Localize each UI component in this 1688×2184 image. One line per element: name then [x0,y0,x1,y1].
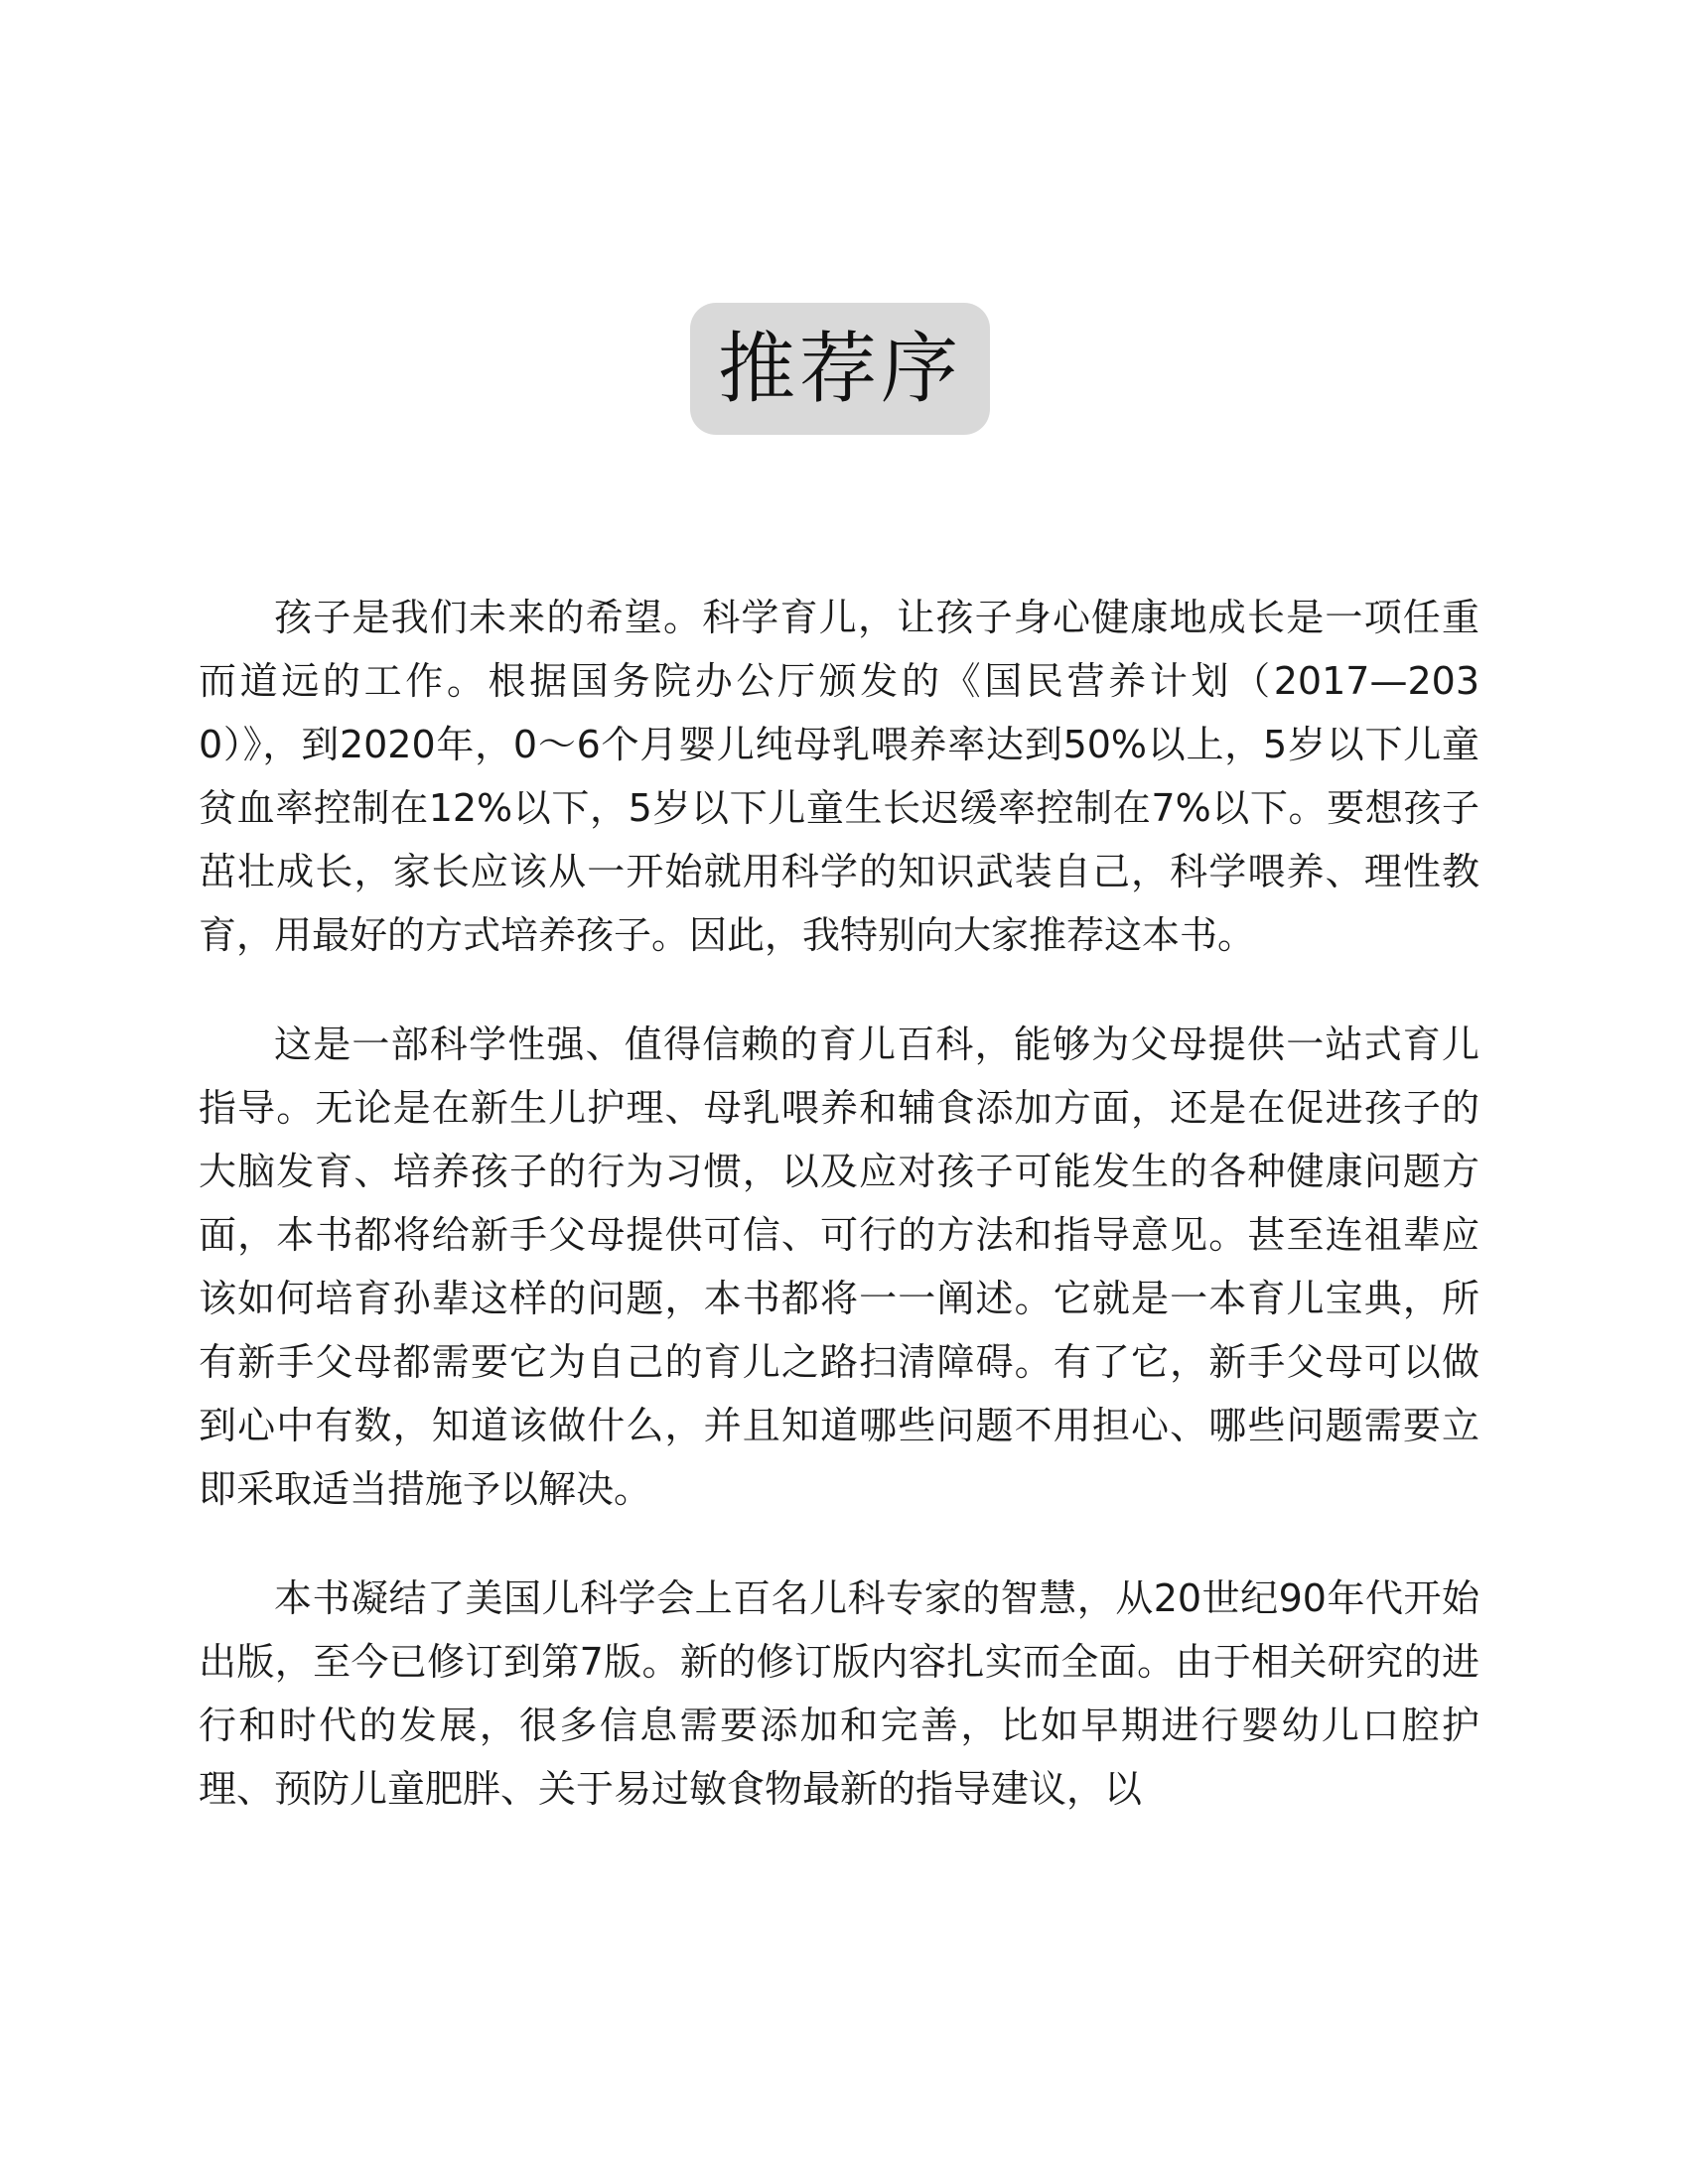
paragraph-1: 孩子是我们未来的希望。科学育儿，让孩子身心健康地成长是一项任重而道远的工作。根据国务院办公厅颁发的《国民营养计划（2017—2030）》，到2020年，0～6个月婴儿纯母乳喂养率达到50%以上，5岁以下儿童贫血率控制在12%以下，5岁以下儿童生长迟缓率控制在7%以下。要想孩子茁壮成长，家长应该从一开始就用科学的知识武装自己，科学喂养、理性教育，用最好的方式培养孩子。因此，我特别向大家推荐这本书。 [199,596,1479,957]
title-banner [690,303,990,435]
body-text [199,586,1479,1866]
paragraph-3: 本书凝结了美国儿科学会上百名儿科专家的智慧，从20世纪90年代开始出版，至今已修订到第7版。新的修订版内容扎实而全面。由于相关研究的进行和时代的发展，很多信息需要添加和完善，比如早期进行婴幼儿口腔护理、预防儿童肥胖、关于易过敏食物最新的指导建议，以 [199,1576,1479,1811]
paragraph-2: 这是一部科学性强、值得信赖的育儿百科，能够为父母提供一站式育儿指导。无论是在新生儿护理、母乳喂养和辅食添加方面，还是在促进孩子的大脑发育、培养孩子的行为习惯，以及应对孩子可能发生的各种健康问题方面，本书都将给新手父母提供可信、可行的方法和指导意见。甚至连祖辈应该如何培育孙辈这样的问题，本书都将一一阐述。它就是一本育儿宝典，所有新手父母都需要它为自己的育儿之路扫清障碍。有了它，新手父母可以做到心中有数，知道该做什么，并且知道哪些问题不用担心、哪些问题需要立即采取适当措施予以解决。 [199,1023,1479,1511]
page-title: 推荐序 [717,324,962,414]
